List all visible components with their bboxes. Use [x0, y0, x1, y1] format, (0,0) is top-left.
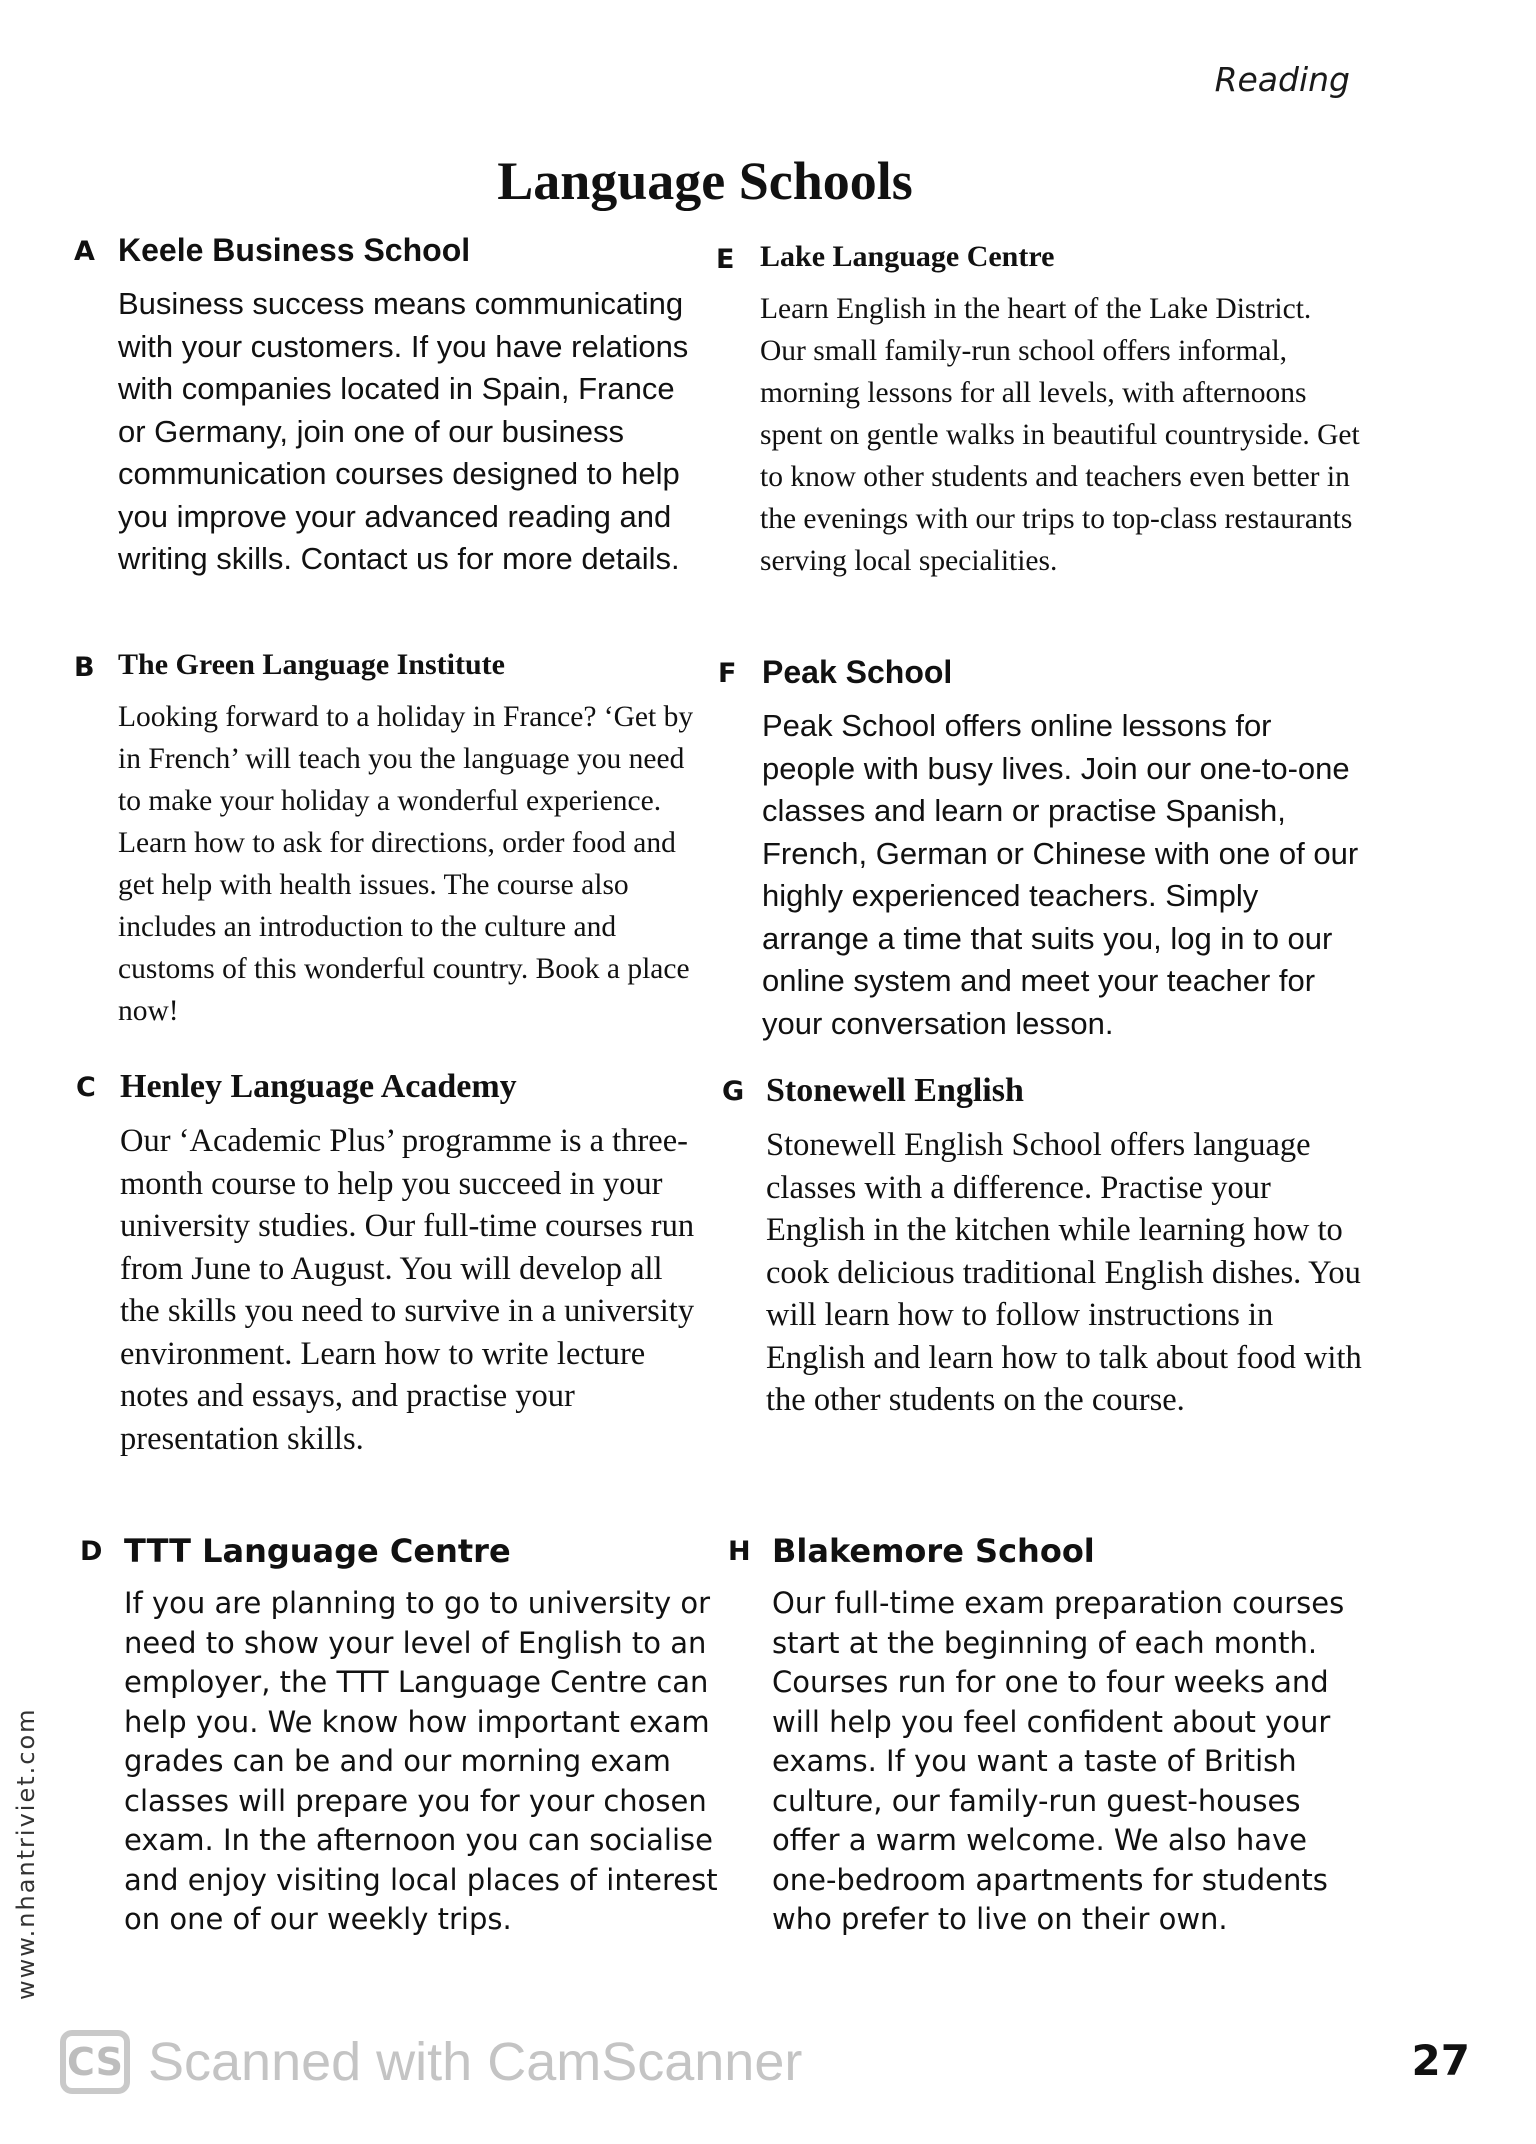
- publisher-url: www.nhantriviet.com: [12, 1707, 40, 2000]
- school-ad-d: [80, 1532, 724, 1940]
- school-description: If you are planning to go to university or need to show your level of English to an employer, the TTT Language Centre can help you. We know how important exam grades can be and our morning exam classes will prepare you for your chosen exam. In the afternoon you can socialise and enjoy visiting local places of interest on one of our weekly trips.: [124, 1586, 718, 1936]
- school-ad-b: [74, 648, 708, 1032]
- school-name: Blakemore School: [772, 1532, 1095, 1570]
- school-name: TTT Language Centre: [124, 1532, 511, 1570]
- school-name: Stonewell English: [766, 1072, 1024, 1109]
- school-ad-g: [722, 1072, 1366, 1422]
- school-description: Looking forward to a holiday in France? ‘Get by in French’ will teach you the language you need to make your holiday a wonderful experience. Learn how to ask for directions, order food and get help with health issues. The course also includes an introduction to the culture and customs of this wonderful country. Book a place now!: [118, 701, 694, 1027]
- page-title: Language Schools: [497, 151, 913, 211]
- school-ad-a: [74, 232, 708, 581]
- school-description: Learn English in the heart of the Lake District. Our small family-run school offers informal, morning lessons for all levels, with afternoons spent on gentle walks in beautiful countryside. Get to know other students and teachers even better in the evenings with our trips to top-class restaurants serving local specialities.: [760, 293, 1360, 577]
- school-name: Lake Language Centre: [760, 240, 1055, 273]
- section-letter: D: [80, 1536, 103, 1567]
- school-ad-e: [716, 240, 1360, 582]
- section-letter: E: [716, 244, 735, 275]
- school-description: Business success means communicating with your customers. If you have relations with companies located in Spain, France or Germany, join one of our business communication courses designed to help you improve your advanced reading and writing skills. Contact us for more details.: [118, 286, 689, 576]
- school-ad-c: [76, 1068, 710, 1460]
- section-letter: A: [74, 236, 95, 267]
- school-name: The Green Language Institute: [118, 648, 505, 681]
- watermark-text: Scanned with CamScanner: [148, 2032, 803, 2092]
- school-name: Peak School: [762, 654, 953, 690]
- section-letter: F: [718, 658, 737, 689]
- school-name: Henley Language Academy: [120, 1068, 517, 1105]
- school-description: Stonewell English School offers language classes with a difference. Practise your English in the kitchen while learning how to cook delicious traditional English dishes. You will learn how to follow instructions in English and learn how to talk about food with the other students on the course.: [766, 1127, 1362, 1418]
- camscanner-logo-icon: CS: [60, 2030, 130, 2094]
- school-ad-f: [718, 654, 1362, 1045]
- section-letter: B: [74, 652, 95, 683]
- section-letter: C: [76, 1072, 96, 1103]
- running-header: Reading: [1214, 60, 1350, 99]
- school-description: Peak School offers online lessons for people with busy lives. Join our one-to-one classes and learn or practise Spanish, French, German or Chinese with one of our highly experienced teachers. Simply arrange a time that suits you, log in to our online system and meet your teacher for your conversation lesson.: [762, 708, 1359, 1041]
- school-description: Our full-time exam preparation courses start at the beginning of each month. Courses run for one to four weeks and will help you feel confident about your exams. If you want a taste of British culture, our family-run guest-houses offer a warm welcome. We also have one-bedroom apartments for students who prefer to live on their own.: [772, 1586, 1345, 1936]
- school-name: Keele Business School: [118, 232, 471, 268]
- school-ad-h: [728, 1532, 1372, 1940]
- section-letter: H: [728, 1536, 751, 1567]
- section-letter: G: [722, 1076, 745, 1107]
- scanner-watermark: [60, 2030, 802, 2094]
- page-number: 27: [1411, 2036, 1470, 2085]
- school-description: Our ‘Academic Plus’ programme is a three-month course to help you succeed in your university studies. Our full-time courses run from June to August. You will develop all the skills you need to survive in a university environment. Learn how to write lecture notes and essays, and practise your presentation skills.: [120, 1123, 695, 1457]
